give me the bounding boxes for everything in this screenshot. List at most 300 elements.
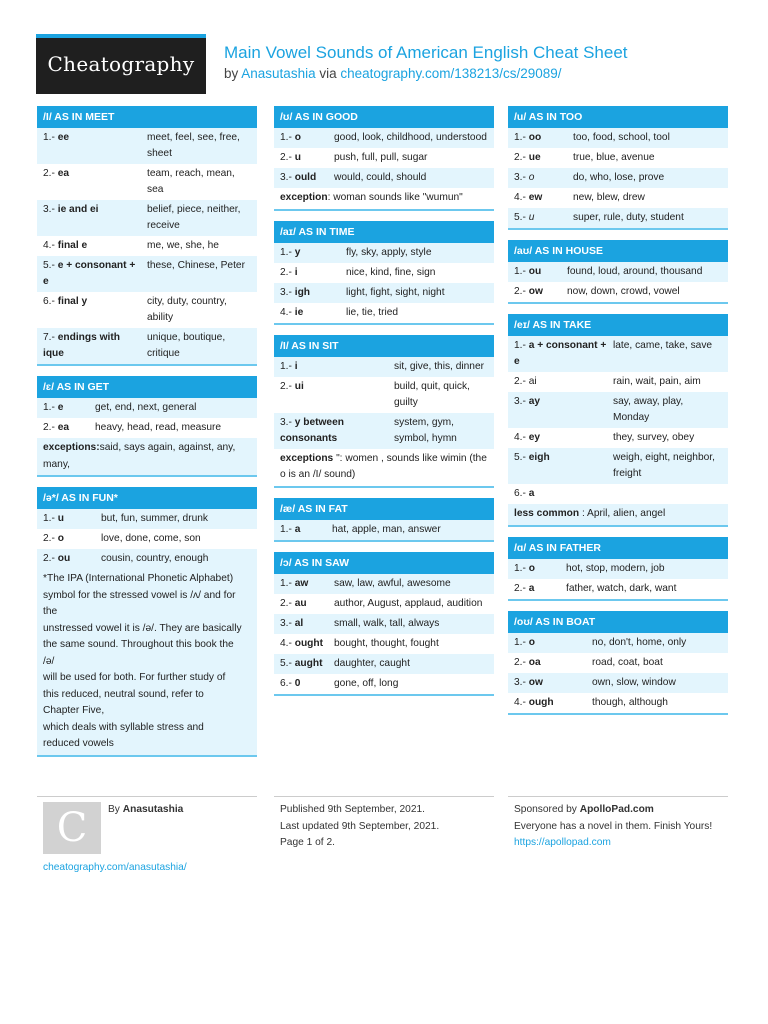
- section-u-too: [508, 106, 728, 230]
- example-words: lie, tie, tried: [346, 306, 399, 318]
- row-number: 1.-: [514, 266, 526, 277]
- note-text: said, says again, against, any, many,: [43, 442, 236, 470]
- example-words: push, full, pull, sugar: [334, 152, 428, 163]
- spelling-cell: [514, 430, 613, 446]
- sponsor-text: Everyone has a novel in them. Finish Yours!: [514, 820, 713, 832]
- row-number: 4.-: [514, 696, 526, 708]
- spelling-cell: [43, 294, 147, 326]
- spelling-pattern: e + consonant + e: [43, 260, 136, 287]
- row-number: 2.-: [280, 152, 292, 163]
- example-words: unique, boutique, critique: [147, 332, 226, 359]
- example-words: love, done, come, son: [101, 533, 201, 544]
- spelling-cell: [280, 656, 334, 672]
- table-row: [274, 614, 494, 634]
- footnote-line: will be used for both. For further study of: [43, 672, 226, 683]
- example-words: nice, kind, fine, sign: [346, 266, 436, 278]
- spelling-pattern: u: [294, 152, 301, 163]
- table-row: [508, 428, 728, 448]
- spelling-pattern: u: [528, 212, 535, 223]
- by-label: by: [224, 66, 239, 81]
- footer-author-name[interactable]: Anasutashia: [122, 804, 184, 815]
- table-row: [508, 448, 728, 484]
- row-number: 2.-: [43, 168, 55, 179]
- row-number: 2.-: [280, 380, 292, 392]
- spelling-cell: [43, 166, 147, 198]
- page-title[interactable]: Main Vowel Sounds of American English Cheat Sheet: [224, 43, 628, 62]
- spelling-pattern: u: [57, 513, 64, 524]
- row-number: 6.-: [280, 677, 292, 689]
- section-body: [508, 262, 728, 302]
- spelling-cell: [514, 284, 567, 300]
- example-words: build, quit, quick, guilty: [394, 380, 470, 408]
- section-i-sit: [274, 335, 494, 488]
- table-row: [37, 509, 257, 529]
- spelling-pattern: ea: [57, 168, 70, 179]
- spelling-pattern: oo: [528, 132, 542, 143]
- row-number: 2.-: [43, 422, 55, 433]
- row-number: 3.-: [280, 617, 292, 629]
- table-row: [274, 303, 494, 323]
- table-row: [274, 674, 494, 694]
- section-e-get: [37, 376, 257, 477]
- section-o-saw: [274, 552, 494, 696]
- spelling-cell: [43, 420, 95, 436]
- spelling-cell: [280, 576, 334, 592]
- spelling-pattern: final y: [57, 296, 88, 307]
- spelling-pattern: endings with ique: [43, 332, 120, 359]
- example-words: no, don't, home, only: [592, 636, 687, 648]
- column-3: [508, 106, 728, 725]
- spelling-pattern: ew: [528, 192, 543, 203]
- table-row: [508, 392, 728, 428]
- table-row: [508, 693, 728, 713]
- row-number: 4.-: [280, 637, 292, 649]
- spelling-cell: [43, 238, 147, 254]
- spelling-pattern: o: [528, 562, 535, 574]
- table-row: [508, 282, 728, 302]
- example-words: super, rule, duty, student: [573, 212, 684, 223]
- spelling-cell: [514, 210, 573, 226]
- author-link[interactable]: Anasutashia: [241, 66, 316, 81]
- spelling-pattern: i: [294, 266, 298, 278]
- spelling-cell: [280, 265, 346, 281]
- section-title: /u/ AS IN TOO: [508, 106, 728, 128]
- footer-author: [108, 802, 183, 819]
- note-label: exceptions: [280, 452, 334, 464]
- section-title: /ɔ/ AS IN SAW: [274, 552, 494, 574]
- header: [36, 34, 728, 94]
- cheatography-logo[interactable]: [36, 34, 206, 94]
- section-note: [37, 438, 257, 475]
- row-number: 3.-: [514, 172, 526, 183]
- spelling-pattern: ay: [528, 396, 541, 407]
- row-number: 1.-: [514, 562, 526, 574]
- spelling-pattern: ould: [294, 172, 317, 183]
- spelling-cell: [514, 264, 567, 280]
- spelling-pattern: final e: [57, 240, 88, 251]
- spelling-cell: [514, 338, 613, 370]
- table-row: [274, 357, 494, 377]
- spelling-cell: [514, 675, 592, 691]
- example-words: belief, piece, neither, receive: [147, 204, 241, 231]
- row-number: 3.-: [280, 286, 292, 298]
- footnote-line: the: [43, 606, 58, 617]
- footnote-line: reduced vowels: [43, 738, 114, 749]
- spelling-pattern: o: [57, 533, 64, 544]
- spelling-pattern: aught: [294, 657, 323, 669]
- table-row: [274, 148, 494, 168]
- spelling-cell: [514, 581, 566, 597]
- footer-divider-1: [37, 796, 257, 797]
- example-words: me, we, she, he: [147, 240, 219, 251]
- spelling-pattern: ou: [528, 266, 542, 277]
- section-body: [508, 336, 728, 504]
- footnote-line: /ə/: [43, 655, 55, 667]
- spelling-cell: [43, 258, 147, 290]
- section-ei-take: [508, 314, 728, 527]
- table-row: [508, 168, 728, 188]
- table-row: [274, 128, 494, 148]
- section-body: [274, 243, 494, 323]
- spelling-pattern: ough: [528, 696, 554, 708]
- footnote-line: Chapter Five,: [43, 705, 105, 716]
- spelling-cell: [280, 130, 334, 146]
- spelling-cell: [514, 374, 613, 390]
- spelling-cell: [43, 130, 147, 162]
- section-au-house: [508, 240, 728, 304]
- footnote-line: symbol for the stressed vowel is /ʌ/ and for: [43, 589, 236, 601]
- row-number: 2.-: [514, 376, 526, 387]
- section-ai-time: [274, 221, 494, 325]
- example-words: late, came, take, save: [613, 340, 713, 351]
- spelling-pattern: al: [294, 617, 304, 629]
- table-row: [508, 559, 728, 579]
- row-number: 5.-: [514, 212, 526, 223]
- spelling-cell: [43, 511, 101, 527]
- spelling-cell: [280, 596, 334, 612]
- section-ou-boat: [508, 611, 728, 715]
- spelling-cell: [43, 531, 101, 547]
- table-row: [37, 236, 257, 256]
- spelling-cell: [280, 636, 334, 652]
- table-row: [274, 594, 494, 614]
- example-words: small, walk, tall, always: [334, 617, 440, 629]
- spelling-pattern: ea: [57, 422, 70, 433]
- example-words: hot, stop, modern, job: [566, 562, 665, 574]
- spelling-cell: [514, 655, 592, 671]
- footnote-line: *The IPA (International Phonetic Alphabet): [43, 573, 234, 584]
- spelling-pattern: ow: [528, 286, 543, 297]
- published-date: Published 9th September, 2021.: [280, 804, 425, 815]
- spelling-cell: [43, 551, 101, 567]
- section-a-father: [508, 537, 728, 601]
- example-words: road, coat, boat: [592, 656, 663, 668]
- section-title: /eɪ/ AS IN TAKE: [508, 314, 728, 336]
- row-number: 1.-: [514, 636, 526, 648]
- table-row: [37, 529, 257, 549]
- spelling-cell: [514, 695, 592, 711]
- table-row: [274, 634, 494, 654]
- row-number: 4.-: [514, 432, 526, 443]
- spelling-cell: [280, 359, 394, 375]
- example-words: meet, feel, see, free, sheet: [147, 132, 240, 159]
- row-number: 4.-: [280, 306, 292, 318]
- section-title: /I/ AS IN MEET: [37, 106, 257, 128]
- footer-divider-3: [508, 796, 728, 797]
- note-label: exceptions:: [43, 442, 100, 453]
- example-words: light, fight, sight, night: [346, 286, 445, 298]
- section-footnote: [37, 569, 257, 755]
- spelling-cell: [280, 522, 332, 538]
- table-row: [37, 128, 257, 164]
- via-label: via: [319, 66, 337, 81]
- example-words: heavy, head, read, measure: [95, 422, 222, 433]
- table-row: [508, 372, 728, 392]
- section-title: /aɪ/ AS IN TIME: [274, 221, 494, 243]
- section-title: /oʊ/ AS IN BOAT: [508, 611, 728, 633]
- example-words: they, survey, obey: [613, 432, 695, 443]
- example-words: do, who, lose, prove: [573, 172, 665, 183]
- example-words: though, although: [592, 696, 668, 708]
- spelling-cell: [514, 190, 573, 206]
- footnote-line: which deals with syllable stress and: [43, 721, 204, 733]
- page-number: Page 1 of 2.: [280, 837, 335, 848]
- spelling-pattern: oa: [528, 656, 541, 668]
- spelling-cell: [514, 150, 573, 166]
- example-words: daughter, caught: [334, 657, 410, 669]
- sponsor-name[interactable]: ApolloPad.com: [579, 804, 654, 815]
- spelling-pattern: a: [294, 523, 301, 535]
- table-row: [508, 148, 728, 168]
- section-title: /aʊ/ AS IN HOUSE: [508, 240, 728, 262]
- row-number: 1.-: [514, 340, 526, 351]
- avatar-letter: C: [56, 805, 88, 851]
- section-body: [274, 574, 494, 694]
- footnote-line: the same sound. Throughout this book the: [43, 639, 234, 650]
- spelling-pattern: o: [528, 636, 535, 648]
- table-row: [274, 377, 494, 413]
- row-number: 1.-: [514, 132, 526, 143]
- spelling-cell: [280, 379, 394, 411]
- row-number: 1.-: [280, 577, 292, 589]
- table-row: [37, 292, 257, 328]
- note-label: exception: [280, 192, 328, 203]
- example-words: city, duty, country, ability: [147, 296, 227, 323]
- row-number: 1.-: [280, 523, 292, 535]
- table-row: [508, 128, 728, 148]
- row-number: 1.-: [43, 513, 55, 524]
- spelling-cell: [280, 305, 346, 321]
- row-number: 2.-: [280, 266, 292, 278]
- section-ae-fat: [274, 498, 494, 542]
- table-row: [274, 574, 494, 594]
- logo-stripe: [36, 34, 206, 38]
- footer-author-url[interactable]: cheatography.com/anasutashia/: [43, 862, 187, 873]
- example-words: system, gym, symbol, hymn: [394, 416, 457, 444]
- spelling-pattern: i: [294, 360, 298, 372]
- row-number: 4.-: [43, 240, 55, 251]
- example-words: gone, off, long: [334, 677, 399, 689]
- spelling-pattern: 0: [294, 677, 301, 689]
- row-number: 1.-: [280, 132, 292, 143]
- footer-publish-info: [280, 802, 490, 852]
- spelling-pattern: y between consonants: [280, 416, 344, 444]
- row-number: 2.-: [514, 152, 526, 163]
- footnote-line: this reduced, neutral sound, refer to: [43, 688, 204, 700]
- row-number: 1.-: [43, 132, 55, 143]
- spelling-pattern: y: [294, 246, 301, 258]
- section-title: /ʊ/ AS IN GOOD: [274, 106, 494, 128]
- spelling-cell: [280, 415, 394, 447]
- table-row: [37, 328, 257, 364]
- footer-by-label: By: [108, 804, 120, 815]
- example-words: cousin, country, enough: [101, 553, 209, 564]
- section-note: [274, 188, 494, 209]
- spelling-cell: [43, 400, 95, 416]
- spelling-cell: [280, 676, 334, 692]
- example-words: good, look, childhood, understood: [334, 132, 487, 143]
- table-row: [37, 398, 257, 418]
- row-number: 2.-: [280, 597, 292, 609]
- row-number: 1.-: [280, 360, 292, 372]
- sheet-url-link[interactable]: cheatography.com/138213/cs/29089/: [340, 66, 562, 81]
- row-number: 7.-: [43, 332, 55, 343]
- table-row: [37, 164, 257, 200]
- spelling-pattern: au: [294, 597, 307, 609]
- spelling-cell: [514, 170, 573, 186]
- section-title: /I/ AS IN SIT: [274, 335, 494, 357]
- example-words: team, reach, mean, sea: [147, 168, 235, 195]
- row-number: 3.-: [514, 396, 526, 407]
- section-body: [37, 398, 257, 438]
- row-number: 2.-: [43, 553, 55, 564]
- spelling-pattern: igh: [294, 286, 311, 298]
- table-row: [508, 484, 728, 504]
- logo-text: Cheatography: [47, 52, 195, 76]
- table-row: [508, 336, 728, 372]
- spelling-cell: [43, 202, 147, 234]
- table-row: [508, 262, 728, 282]
- author-avatar[interactable]: [43, 802, 101, 854]
- spelling-pattern: ie and ei: [57, 204, 99, 215]
- section-i-meet: [37, 106, 257, 366]
- example-words: rain, wait, pain, aim: [613, 376, 701, 387]
- row-number: 5.-: [43, 260, 55, 271]
- spelling-pattern: ought: [294, 637, 324, 649]
- section-title: /æ/ AS IN FAT: [274, 498, 494, 520]
- section-body: [508, 128, 728, 228]
- spelling-cell: [280, 245, 346, 261]
- row-number: 6.-: [514, 488, 526, 499]
- updated-date: Last updated 9th September, 2021.: [280, 820, 440, 832]
- table-row: [274, 654, 494, 674]
- column-2: [274, 106, 494, 706]
- row-number: 6.-: [43, 296, 55, 307]
- example-words: would, could, should: [334, 172, 427, 183]
- spelling-pattern: ui: [294, 380, 304, 392]
- spelling-pattern: ie: [294, 306, 304, 318]
- row-number: 1.-: [280, 246, 292, 258]
- section-body: [274, 520, 494, 540]
- footer-divider-2: [274, 796, 494, 797]
- table-row: [274, 263, 494, 283]
- note-text: : April, alien, angel: [579, 508, 666, 519]
- example-words: now, down, crowd, vowel: [567, 286, 680, 297]
- note-label: less common: [514, 508, 580, 519]
- spelling-cell: [514, 561, 566, 577]
- footnote-line: unstressed vowel it is /ə/. They are basically: [43, 622, 242, 634]
- example-words: but, fun, summer, drunk: [101, 513, 209, 524]
- section-body: [274, 128, 494, 188]
- spelling-cell: [514, 394, 613, 426]
- spelling-pattern: o: [294, 132, 301, 143]
- row-number: 5.-: [280, 657, 292, 669]
- row-number: 1.-: [43, 402, 55, 413]
- table-row: [274, 168, 494, 188]
- row-number: 5.-: [514, 452, 526, 463]
- table-row: [37, 256, 257, 292]
- spelling-pattern: a + consonant + e: [514, 340, 607, 367]
- section-title: /ɑ/ AS IN FATHER: [508, 537, 728, 559]
- table-row: [274, 520, 494, 540]
- table-row: [274, 283, 494, 303]
- example-words: bought, thought, fought: [334, 637, 439, 649]
- table-row: [37, 200, 257, 236]
- spelling-cell: [280, 616, 334, 632]
- spelling-pattern: e: [57, 402, 64, 413]
- note-text: : woman sounds like "wumun": [327, 192, 463, 203]
- spelling-pattern: o: [528, 172, 535, 183]
- spelling-pattern: ow: [528, 676, 543, 688]
- example-words: sit, give, this, dinner: [394, 360, 485, 372]
- table-row: [508, 673, 728, 693]
- spelling-pattern: ou: [57, 553, 71, 564]
- table-row: [508, 188, 728, 208]
- example-words: say, away, play, Monday: [613, 396, 684, 423]
- example-words: saw, law, awful, awesome: [334, 577, 451, 589]
- table-row: [37, 549, 257, 569]
- example-words: hat, apple, man, answer: [332, 523, 441, 535]
- spelling-cell: [280, 150, 334, 166]
- row-number: 3.-: [514, 676, 526, 688]
- row-number: 2.-: [43, 533, 55, 544]
- example-words: found, loud, around, thousand: [567, 266, 703, 277]
- row-number: 2.-: [514, 656, 526, 668]
- row-number: 4.-: [514, 192, 526, 203]
- note-text: ": women , sounds like wimin (the o is an /I/ sound): [280, 452, 487, 480]
- spelling-pattern: eigh: [528, 452, 550, 463]
- spelling-pattern: a: [528, 582, 535, 594]
- column-1: [37, 106, 257, 767]
- spelling-cell: [280, 170, 334, 186]
- table-row: [508, 208, 728, 228]
- spelling-pattern: aw: [294, 577, 309, 589]
- example-words: get, end, next, general: [95, 402, 197, 413]
- table-row: [37, 418, 257, 438]
- example-words: [613, 486, 722, 502]
- spelling-pattern: ue: [528, 152, 541, 163]
- spelling-cell: [514, 450, 613, 482]
- spelling-pattern: ai: [528, 376, 537, 387]
- example-words: true, blue, avenue: [573, 152, 655, 163]
- row-number: 3.-: [43, 204, 55, 215]
- sponsor-prefix: Sponsored by: [514, 804, 577, 815]
- section-body: [508, 559, 728, 599]
- section-title: /ɛ/ AS IN GET: [37, 376, 257, 398]
- spelling-cell: [514, 635, 592, 651]
- sponsor-url[interactable]: https://apollopad.com: [514, 837, 611, 848]
- example-words: these, Chinese, Peter: [147, 260, 245, 271]
